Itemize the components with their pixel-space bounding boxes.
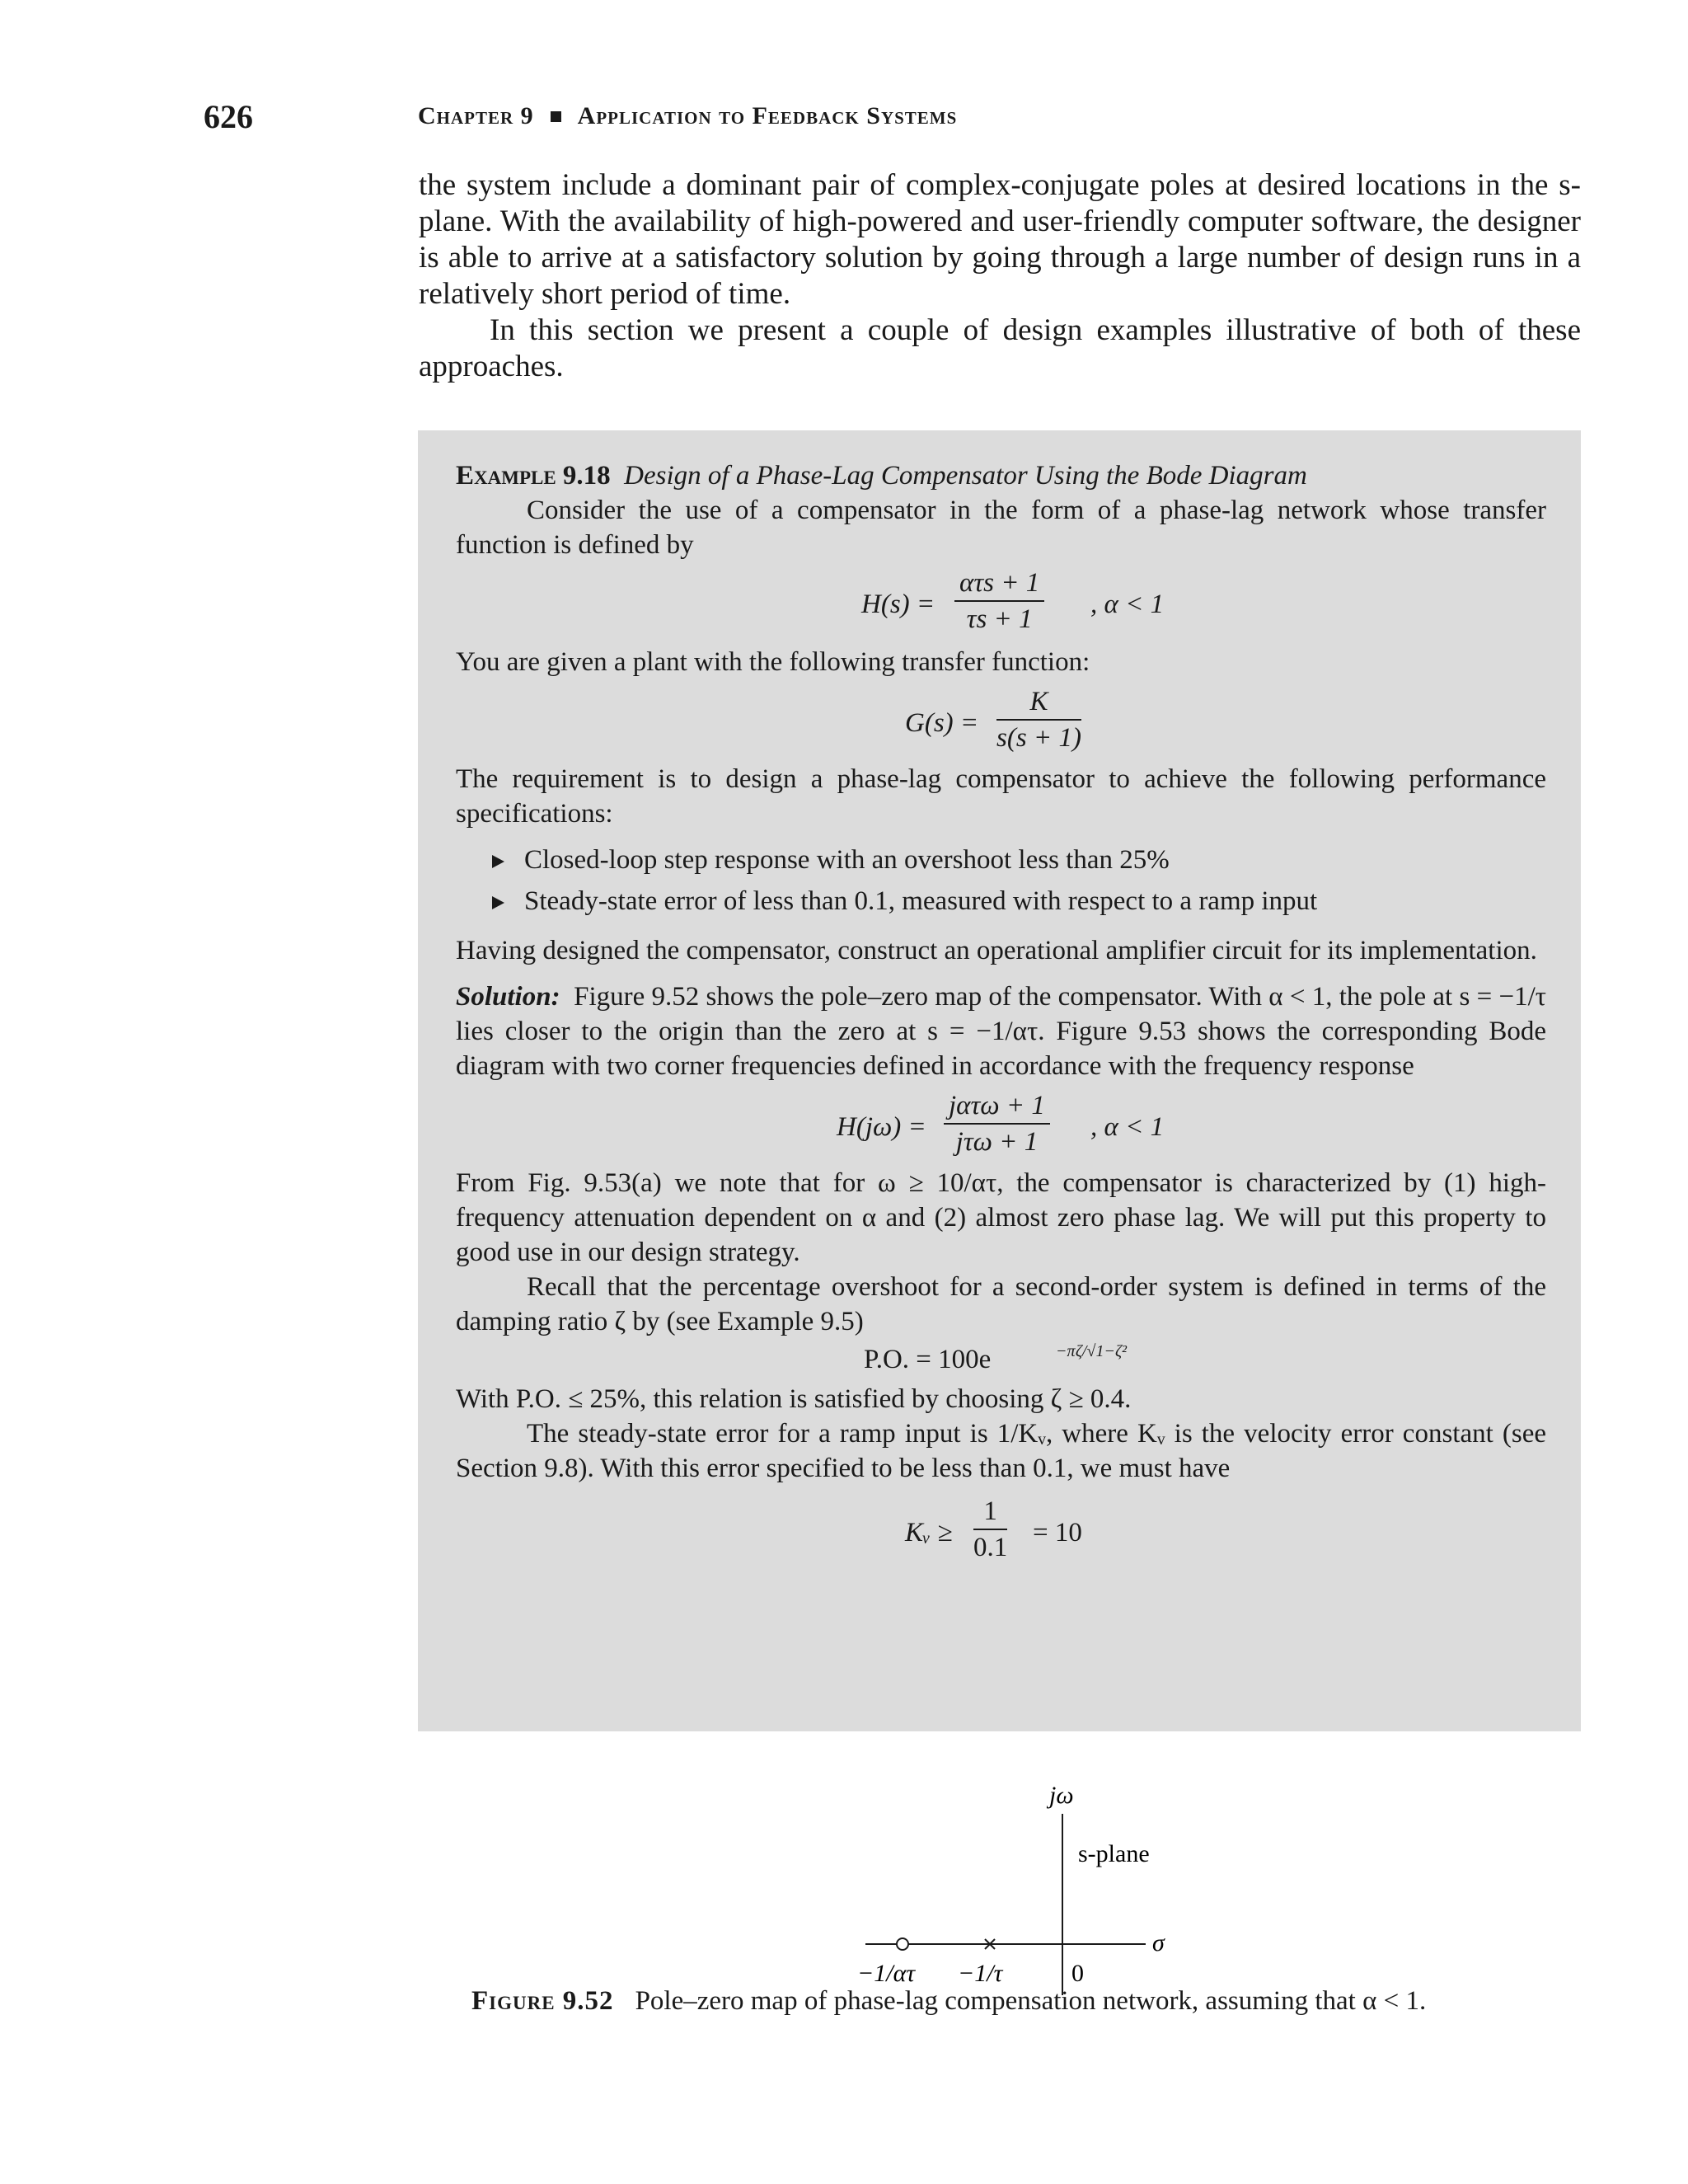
eq5-rhs: = 10 xyxy=(1033,1518,1082,1548)
eq3-numerator: jατω + 1 xyxy=(944,1088,1050,1125)
example-paragraph-4: Having designed the compensator, construct an operational amplifier circuit for its implementation. xyxy=(456,936,1537,965)
intro-paragraph-1: the system include a dominant pair of complex-conjugate poles at desired locations in the s-plane. With the availability of high-powered and user-friendly computer software, the designer is able to arrive at a satisfactory solution by going through a large number of design runs in a relatively short period of time. xyxy=(419,168,1581,311)
eq1-denominator: τs + 1 xyxy=(966,604,1033,634)
intro-paragraph-2: In this section we present a couple of design examples illustrative of both of these approaches. xyxy=(419,313,1581,383)
eq1-fraction xyxy=(954,566,1044,636)
s-plane-label: s-plane xyxy=(1078,1840,1150,1867)
example-title: Design of a Phase-Lag Compensator Using the Bode Diagram xyxy=(624,461,1307,491)
eq5-lhs: Kᵥ ≥ xyxy=(905,1518,953,1548)
running-head xyxy=(418,102,957,130)
example-paragraph-1: Consider the use of a compensator in the form of a phase-lag network whose transfer function is defined by xyxy=(456,496,1546,560)
eq4-exponent: −πζ/√1−ζ² xyxy=(1056,1342,1128,1360)
eq3-fraction xyxy=(944,1088,1050,1159)
example-paragraph-3: The requirement is to design a phase-lag compensator to achieve the following performance specifications: xyxy=(456,764,1546,829)
intro-text xyxy=(419,167,1581,385)
example-heading xyxy=(456,458,1546,493)
figure-label: Figure 9.52 xyxy=(471,1986,614,2016)
example-paragraph-9: The steady-state error for a ramp input is 1/Kᵥ, where Kᵥ is the velocity error constant (see Section 9.8). With this error specified to be less than 0.1, we must have xyxy=(456,1419,1546,1483)
solution-label: Solution: xyxy=(456,982,560,1012)
zero-label: −1/ατ xyxy=(857,1960,916,1987)
eq2-lhs: G(s) = xyxy=(905,708,979,738)
bullet-text: Steady-state error of less than 0.1, measured with respect to a ramp input xyxy=(524,886,1318,916)
eq2-fraction xyxy=(996,684,1081,755)
pole-label: −1/τ xyxy=(958,1960,1003,1987)
eq3-denominator: jτω + 1 xyxy=(955,1127,1039,1157)
eq3-condition: , α < 1 xyxy=(1090,1112,1165,1142)
figure-caption xyxy=(471,1986,1426,2017)
running-head-chapter: Chapter 9 xyxy=(418,102,534,129)
eq1-condition: , α < 1 xyxy=(1090,589,1165,619)
eq2-numerator: K xyxy=(996,684,1081,721)
example-paragraph-6: From Fig. 9.53(a) we note that for ω ≥ 10/ατ, the compensator is characterized by (1) high-frequency attenuation dependent on α and (2) almost zero phase lag. We will put this property to good use in our design strategy. xyxy=(456,1168,1546,1267)
solution-text: Figure 9.52 shows the pole–zero map of the compensator. With α < 1, the pole at s = −1/τ lies closer to the origin than the zero at s = −1/ατ. Figure 9.53 shows the corresponding Bode diagram with two corner frequencies defined in accordance with the frequency response xyxy=(456,982,1547,1081)
eq1-lhs: H(s) = xyxy=(861,589,935,619)
equation-po xyxy=(456,1339,1546,1382)
example-paragraph-8: With P.O. ≤ 25%, this relation is satisfied by choosing ζ ≥ 0.4. xyxy=(456,1384,1132,1414)
square-bullet-icon xyxy=(551,111,561,122)
eq5-fraction xyxy=(973,1494,1007,1565)
jw-label: jω xyxy=(1049,1782,1074,1809)
example-label: Example 9.18 xyxy=(456,461,611,491)
bullet-text: Closed-loop step response with an overshoot less than 25% xyxy=(524,845,1170,875)
solution-paragraph xyxy=(456,979,1546,1083)
example-content xyxy=(456,458,1546,1568)
bullet-item xyxy=(492,843,1546,877)
eq5-denominator: 0.1 xyxy=(973,1533,1008,1562)
origin-label: 0 xyxy=(1071,1960,1084,1987)
sigma-label: σ xyxy=(1152,1929,1165,1956)
eq2-denominator: s(s + 1) xyxy=(996,723,1081,753)
triangle-bullet-icon xyxy=(492,896,504,909)
running-head-section: Application to Feedback Systems xyxy=(577,102,958,129)
eq4-lhs: P.O. = 100e xyxy=(864,1345,992,1374)
example-paragraph-7: Recall that the percentage overshoot for a second-order system is defined in terms of the damping ratio ζ by (see Example 9.5) xyxy=(456,1272,1546,1336)
eq1-numerator: ατs + 1 xyxy=(954,566,1044,602)
equation-g-s xyxy=(456,679,1546,762)
equation-h-jw xyxy=(456,1083,1546,1166)
zero-marker xyxy=(897,1938,908,1950)
equation-kv xyxy=(456,1486,1546,1568)
bullet-item xyxy=(492,884,1546,918)
eq3-lhs: H(jω) = xyxy=(837,1112,926,1142)
pole-zero-map xyxy=(824,1773,1236,2020)
example-paragraph-2: You are given a plant with the following transfer function: xyxy=(456,647,1090,677)
triangle-bullet-icon xyxy=(492,855,504,868)
figure-caption-text: Pole–zero map of phase-lag compensation network, assuming that α < 1. xyxy=(635,1986,1427,2016)
page-number: 626 xyxy=(204,98,253,135)
eq5-numerator: 1 xyxy=(973,1494,1007,1530)
equation-h-s xyxy=(456,562,1546,645)
